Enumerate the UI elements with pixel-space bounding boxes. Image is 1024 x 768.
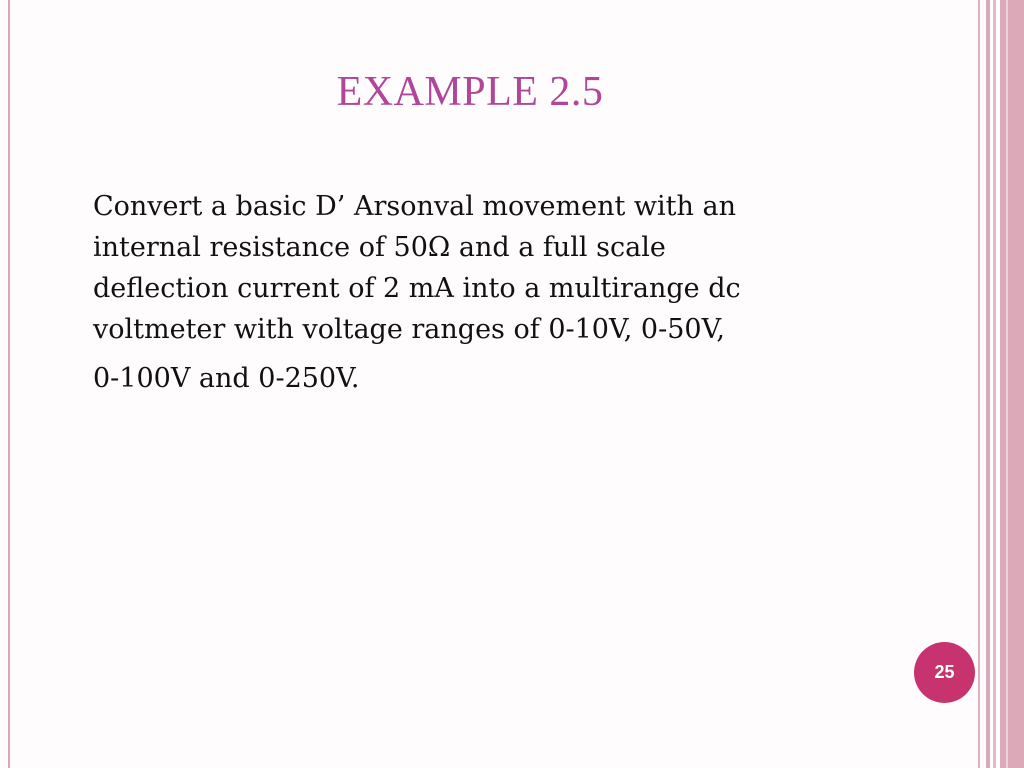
- page-number: 25: [934, 662, 955, 682]
- body-line: Convert a basic D’ Arsonval movement with an: [93, 191, 736, 222]
- page-number-badge: [914, 642, 975, 703]
- body-line: voltmeter with voltage ranges of 0-10V, 0-50V,: [93, 314, 725, 345]
- right-border-stripe: [986, 0, 990, 768]
- body-line: deflection current of 2 mA into a multirange dc: [93, 273, 741, 304]
- right-border-stripe: [1006, 0, 1008, 768]
- slide-body: [93, 186, 893, 399]
- right-border-band: [1000, 0, 1024, 768]
- body-line: 0-100V and 0-250V.: [93, 363, 360, 394]
- body-line: internal resistance of 50Ω and a full scale: [93, 232, 666, 263]
- slide-title: EXAMPLE 2.5: [336, 69, 604, 115]
- right-border-stripe: [978, 0, 980, 768]
- right-border-stripe: [993, 0, 996, 768]
